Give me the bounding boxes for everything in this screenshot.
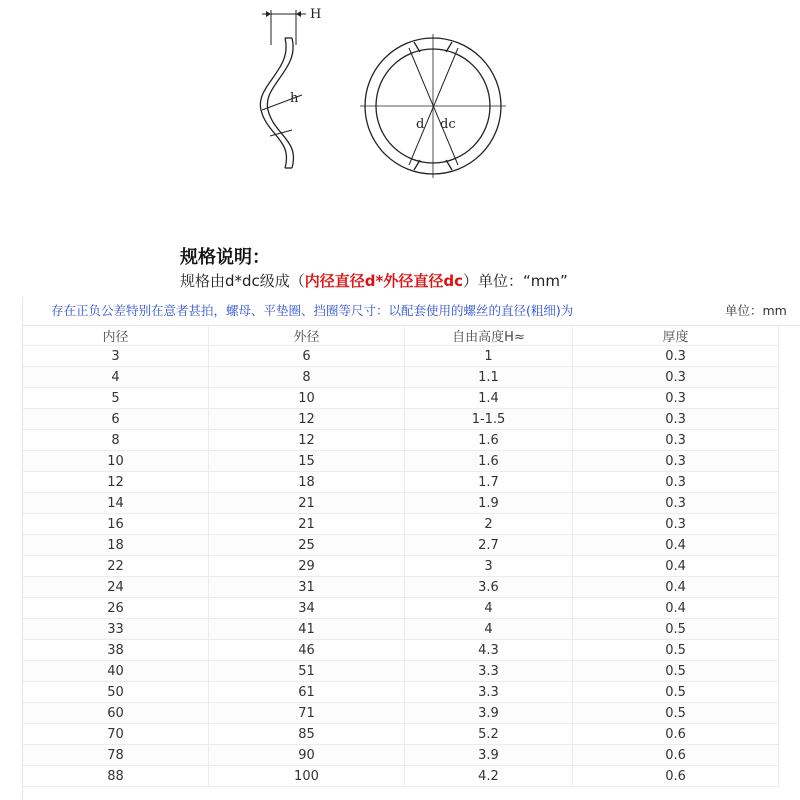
cell-thickness: 0.6 [573,766,779,787]
cell-inner-diameter: 14 [23,493,208,514]
header-inner-diameter: 内径 [23,326,208,346]
cell-free-height: 1-1.5 [404,409,572,430]
cell-free-height: 3.3 [404,661,572,682]
table-row [23,346,779,367]
cell-thickness: 0.3 [573,493,779,514]
table-row [23,388,779,409]
cell-outer-diameter: 90 [208,745,404,766]
cell-free-height: 3.6 [404,577,572,598]
cell-free-height: 4 [404,598,572,619]
cell-thickness: 0.3 [573,346,779,367]
cell-inner-diameter: 3 [23,346,208,367]
header-thickness: 厚度 [573,326,779,346]
cell-free-height: 4.3 [404,640,572,661]
cell-inner-diameter: 8 [23,430,208,451]
cell-thickness: 0.3 [573,451,779,472]
cell-outer-diameter: 29 [208,556,404,577]
cell-outer-diameter: 25 [208,535,404,556]
cell-inner-diameter: 26 [23,598,208,619]
table-row [23,367,779,388]
table-row [23,430,779,451]
cell-free-height: 1.6 [404,430,572,451]
cell-thickness: 0.3 [573,388,779,409]
table-row [23,682,779,703]
cell-free-height: 1 [404,346,572,367]
table-notice: 存在正负公差特别在意者甚拍，螺母、平垫圈、挡圈等尺寸：以配套使用的螺丝的直径(粗细)为 [51,303,574,318]
cell-inner-diameter: 24 [23,577,208,598]
spec-title: 规格说明： [180,247,270,268]
front-view [360,34,506,178]
table-notice-bar [23,297,800,326]
table-row [23,598,779,619]
cell-free-height: 1.7 [404,472,572,493]
cell-thickness: 0.3 [573,430,779,451]
table-row [23,556,779,577]
table-header-row [23,326,779,346]
cell-free-height: 1.4 [404,388,572,409]
cell-outer-diameter: 31 [208,577,404,598]
cell-thickness: 0.5 [573,703,779,724]
table-row [23,472,779,493]
table-row [23,640,779,661]
cell-outer-diameter: 10 [208,388,404,409]
cell-inner-diameter: 78 [23,745,208,766]
cell-inner-diameter: 5 [23,388,208,409]
cell-thickness: 0.3 [573,409,779,430]
header-free-height: 自由高度H≈ [404,326,572,346]
cell-outer-diameter: 12 [208,430,404,451]
cell-thickness: 0.4 [573,577,779,598]
label-d: d [416,117,425,132]
cell-free-height: 3 [404,556,572,577]
spec-desc-prefix: 规格由d*dc级成（ [180,272,305,290]
cell-free-height: 3.9 [404,703,572,724]
cell-outer-diameter: 41 [208,619,404,640]
header-outer-diameter: 外径 [208,326,404,346]
cell-outer-diameter: 12 [208,409,404,430]
cell-thickness: 0.5 [573,661,779,682]
cell-thickness: 0.5 [573,619,779,640]
cell-inner-diameter: 6 [23,409,208,430]
cell-thickness: 0.4 [573,556,779,577]
cell-inner-diameter: 88 [23,766,208,787]
table-row [23,409,779,430]
cell-inner-diameter: 50 [23,682,208,703]
table-row [23,766,779,787]
cell-outer-diameter: 18 [208,472,404,493]
cell-inner-diameter: 70 [23,724,208,745]
cell-free-height: 2 [404,514,572,535]
cell-inner-diameter: 12 [23,472,208,493]
table-row [23,535,779,556]
table-row [23,661,779,682]
label-h: h [290,91,299,106]
spec-desc-highlight: 内径直径d*外径直径dc [304,272,464,290]
cell-thickness: 0.4 [573,535,779,556]
cell-outer-diameter: 21 [208,493,404,514]
table-body [23,346,779,787]
cell-outer-diameter: 61 [208,682,404,703]
table-row [23,745,779,766]
washer-drawing [0,0,800,240]
cell-inner-diameter: 40 [23,661,208,682]
cell-inner-diameter: 4 [23,367,208,388]
side-view [260,10,306,168]
cell-inner-diameter: 22 [23,556,208,577]
spec-description [180,270,568,291]
cell-outer-diameter: 51 [208,661,404,682]
spec-desc-suffix: ）单位：“mm” [463,272,568,290]
cell-inner-diameter: 60 [23,703,208,724]
cell-outer-diameter: 8 [208,367,404,388]
cell-outer-diameter: 100 [208,766,404,787]
cell-free-height: 5.2 [404,724,572,745]
cell-thickness: 0.6 [573,745,779,766]
cell-thickness: 0.3 [573,514,779,535]
cell-free-height: 3.9 [404,745,572,766]
cell-free-height: 3.3 [404,682,572,703]
table-row [23,724,779,745]
cell-outer-diameter: 46 [208,640,404,661]
cell-free-height: 1.1 [404,367,572,388]
cell-inner-diameter: 33 [23,619,208,640]
unit-label: 单位：mm [725,303,787,318]
spec-table-container [22,297,800,800]
cell-outer-diameter: 71 [208,703,404,724]
label-H: H [310,7,322,22]
cell-thickness: 0.5 [573,640,779,661]
cell-outer-diameter: 15 [208,451,404,472]
table-row [23,514,779,535]
cell-outer-diameter: 6 [208,346,404,367]
cell-inner-diameter: 18 [23,535,208,556]
table-row [23,493,779,514]
cell-inner-diameter: 16 [23,514,208,535]
cell-thickness: 0.5 [573,682,779,703]
cell-free-height: 4 [404,619,572,640]
table-row [23,451,779,472]
cell-inner-diameter: 38 [23,640,208,661]
label-dc: dc [440,117,456,132]
cell-outer-diameter: 85 [208,724,404,745]
cell-outer-diameter: 21 [208,514,404,535]
cell-free-height: 2.7 [404,535,572,556]
spec-table [23,326,779,787]
table-row [23,577,779,598]
washer-diagram [0,0,800,240]
cell-free-height: 1.6 [404,451,572,472]
cell-thickness: 0.3 [573,367,779,388]
cell-inner-diameter: 10 [23,451,208,472]
cell-free-height: 4.2 [404,766,572,787]
cell-outer-diameter: 34 [208,598,404,619]
table-row [23,703,779,724]
cell-thickness: 0.6 [573,724,779,745]
cell-free-height: 1.9 [404,493,572,514]
cell-thickness: 0.3 [573,472,779,493]
table-row [23,619,779,640]
cell-thickness: 0.4 [573,598,779,619]
